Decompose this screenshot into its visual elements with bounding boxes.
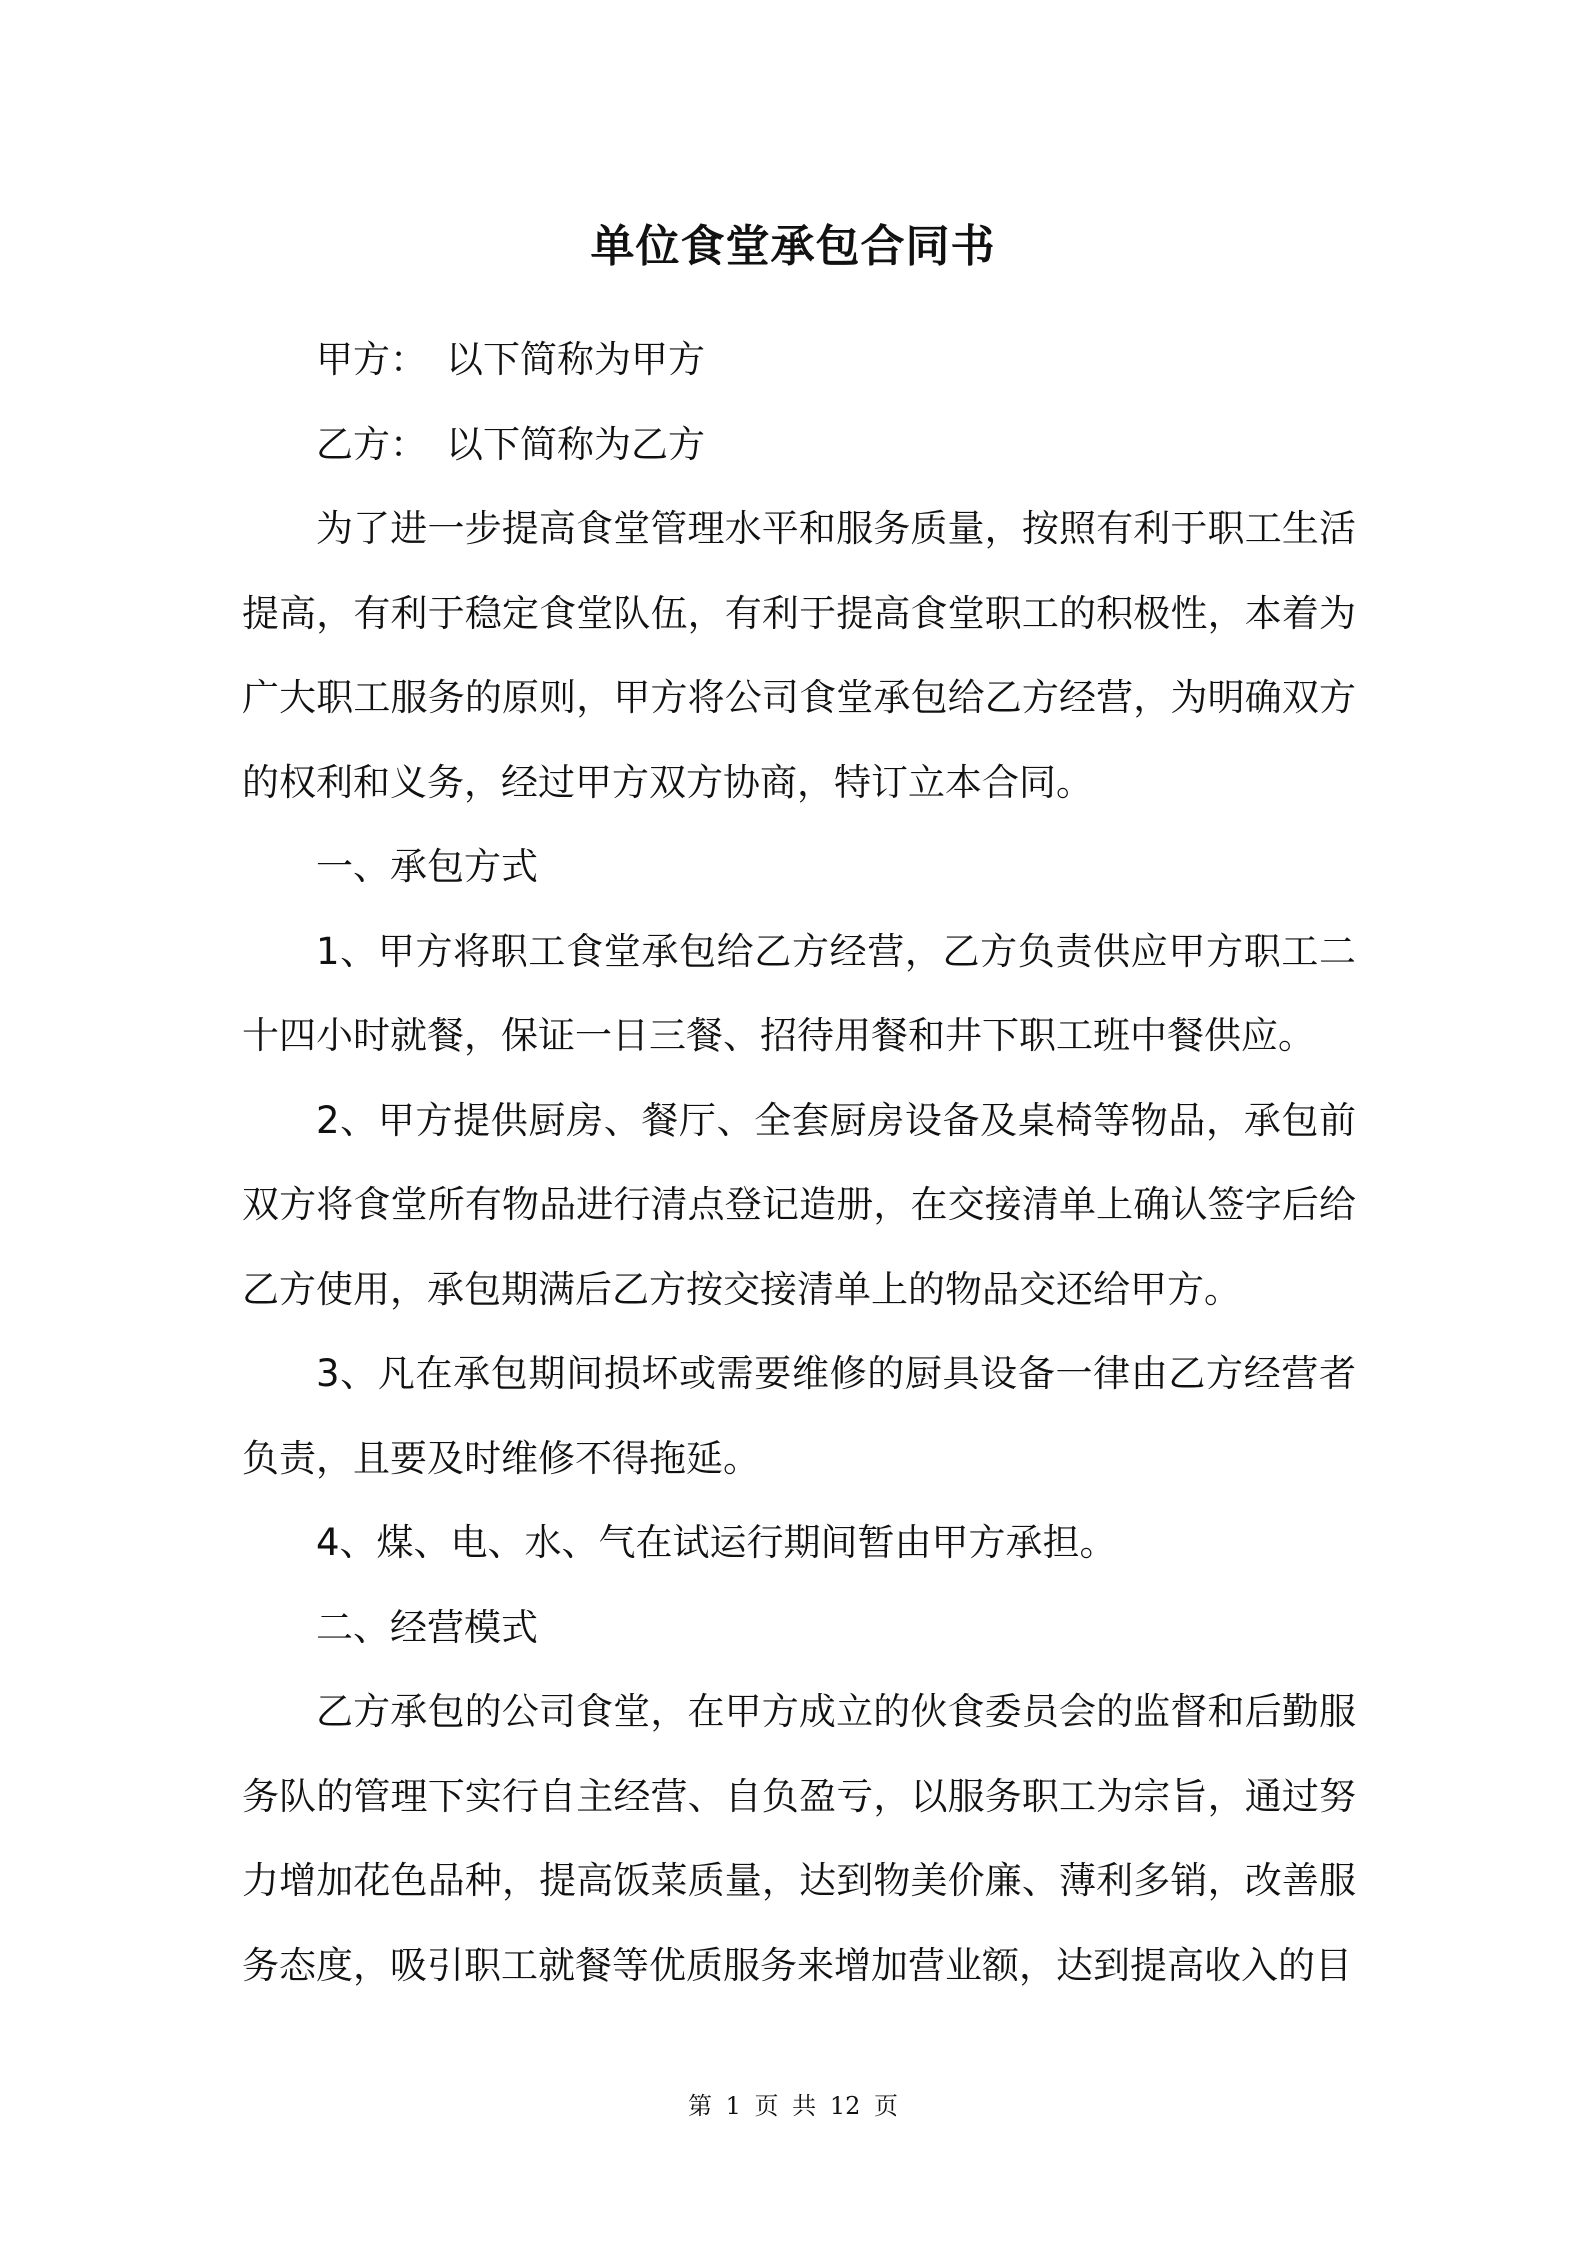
footer-suffix: 页 (874, 2092, 899, 2120)
party-b-label: 乙方： (316, 422, 427, 466)
party-b-value: 以下简称为乙方 (446, 422, 705, 466)
section-heading-2: 二、经营模式 (316, 1605, 538, 1649)
clause-1: 1、甲方将职工食堂承包给乙方经营，乙方负责供应甲方职工二十四小时就餐，保证一日三餐、招待用餐和井下职工班中餐供应。 (242, 929, 1356, 1057)
document-body (242, 318, 1356, 2008)
party-b-line (242, 403, 1356, 488)
footer-total-pages: 12 (829, 2092, 861, 2120)
footer-prefix: 第 (687, 2092, 712, 2120)
paragraph-business-model: 乙方承包的公司食堂，在甲方成立的伙食委员会的监督和后勤服务队的管理下实行自主经营、自负盈亏，以服务职工为宗旨，通过努力增加花色品种，提高饭菜质量，达到物美价廉、薄利多销，改善服务态度，吸引职工就餐等优质服务来增加营业额，达到提高收入的目 (242, 1690, 1356, 1987)
party-a-line (242, 318, 1356, 403)
footer-mid: 页 共 (754, 2092, 817, 2120)
party-a-value: 以下简称为甲方 (446, 338, 705, 381)
paragraph-preamble: 为了进一步提高食堂管理水平和服务质量，按照有利于职工生活提高，有利于稳定食堂队伍，有利于提高食堂职工的积极性，本着为广大职工服务的原则，甲方将公司食堂承包给乙方经营，为明确双方的权利和义务，经过甲方双方协商，特订立本合同。 (242, 507, 1356, 804)
document-title: 单位食堂承包合同书 (590, 221, 996, 272)
clause-2: 2、甲方提供厨房、餐厅、全套厨房设备及桌椅等物品，承包前双方将食堂所有物品进行清点登记造册，在交接清单上确认签字后给乙方使用，承包期满后乙方按交接清单上的物品交还给甲方。 (242, 1098, 1356, 1311)
clause-4: 4、煤、电、水、气在试运行期间暂由甲方承担。 (316, 1521, 1117, 1564)
footer-page-number: 1 (725, 2092, 741, 2120)
party-a-label: 甲方： (316, 338, 427, 381)
page-footer (0, 2088, 1586, 2124)
clause-3: 3、凡在承包期间损坏或需要维修的厨具设备一律由乙方经营者负责，且要及时维修不得拖延。 (242, 1352, 1356, 1480)
section-heading-1: 一、承包方式 (316, 845, 538, 888)
